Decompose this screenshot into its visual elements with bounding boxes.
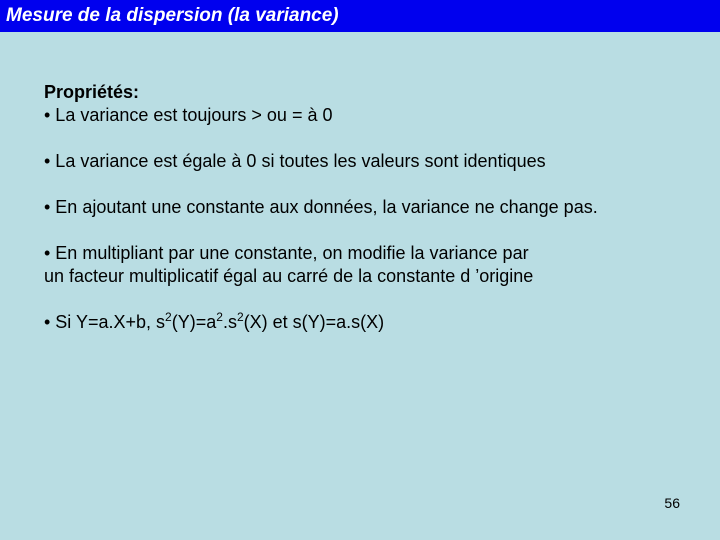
bullet-formula [44, 311, 684, 334]
formula-part: (Y)=a [171, 312, 217, 332]
bullet-variance-nonnegative: • La variance est toujours > ou = à 0 [44, 105, 333, 125]
bullet-multiply-constant-continued: un facteur multiplicatif égal au carré de la constante d ’origine [44, 266, 534, 286]
properties-heading: Propriétés: [44, 82, 140, 102]
bullet-variance-zero: • La variance est égale à 0 si toutes les valeurs sont identiques [44, 151, 546, 171]
title-bar [0, 0, 720, 32]
formula-exponent: 2 [165, 310, 172, 324]
formula-part: .s [222, 312, 237, 332]
formula-part: • Si Y=a.X+b, s [44, 312, 166, 332]
page-number: 56 [664, 495, 680, 511]
slide-content [44, 81, 684, 334]
formula-exponent: 2 [236, 310, 244, 324]
formula-exponent: 2 [216, 310, 223, 324]
formula-part: (X) et s(Y)=a.s(X) [243, 312, 385, 332]
slide-title: Mesure de la dispersion (la variance) [6, 5, 339, 26]
bullet-add-constant: • En ajoutant une constante aux données, la variance ne change pas. [44, 197, 598, 217]
bullet-multiply-constant: • En multipliant par une constante, on modifie la variance par [44, 243, 529, 263]
